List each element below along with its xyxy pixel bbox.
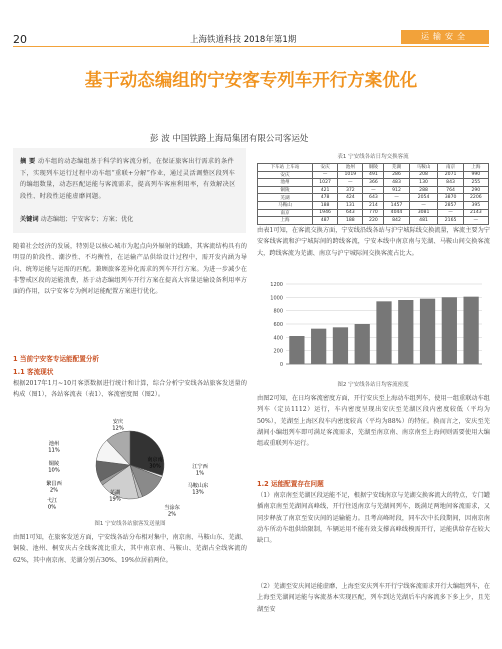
table-cell: 255	[463, 179, 488, 187]
pie-label: 安庆	[112, 419, 124, 425]
table-cell: —	[363, 186, 384, 194]
article-title: 基于动态编组的宁安客专列车开行方案优化	[84, 71, 418, 91]
table-cell: 220	[363, 217, 384, 225]
table-cell: —	[384, 194, 409, 202]
section-heading-1: 1 当前宁安客专运能配置分析	[13, 355, 100, 363]
pie-label: 铜陵	[48, 461, 60, 467]
table-cell: 843	[438, 179, 463, 187]
table-cell: —	[312, 171, 337, 179]
pie-label: 19%	[109, 496, 121, 503]
table-cell: 4044	[384, 209, 409, 217]
y-tick-label: 1000	[270, 295, 283, 302]
table-cell: 188	[338, 217, 363, 225]
table-cell: 2165	[438, 217, 463, 225]
table-cell: 395	[463, 201, 488, 209]
table-cell: 366	[363, 179, 384, 187]
abstract-text: 动车组的动态编组基于科学的客流分析，在保证旅客出行需求的条件下，实现列车运行过程中动车组“重联+分解”作业，通过灵活调整区段列车的编组数量，动态匹配运能与客流需求，提高列车客座利用率，有效解决区段性、时段性运能虚靡问题。	[20, 158, 236, 201]
table-row	[258, 201, 489, 209]
table-cell: 马鞍山	[409, 164, 438, 172]
table-cell: 2857	[438, 201, 463, 209]
table-row	[258, 171, 489, 179]
figure2-caption: 图2 宁安线各站日均客流密度	[337, 382, 409, 388]
keywords-text: 动态编组；宁安客专；方案；优化	[40, 216, 134, 223]
table-cell: 下车站 上车站	[258, 164, 313, 172]
page-number: 20	[13, 33, 27, 46]
keywords-label: 关键词	[20, 216, 39, 223]
table-cell: 424	[338, 194, 363, 202]
pie-label: 繁昌西	[46, 481, 62, 487]
table-cell: 安庆	[312, 164, 337, 172]
table-cell: —	[338, 179, 363, 187]
table-cell: 770	[363, 209, 384, 217]
pie-label: 10%	[48, 467, 60, 474]
table-cell: 安庆	[258, 171, 313, 179]
abstract	[20, 156, 240, 203]
table-cell: 990	[463, 171, 488, 179]
table-cell: 491	[363, 171, 384, 179]
paragraph-4: 由图2可知，在日均客流密度方面，开行安庆至上海动车组列车，使用一组重联动车组列车（定员1112）运行，车内密度呈现出安庆至芜湖区段内密度较低（平均为50%），芜湖至上海区段车内密度较高（平均为88%）的特征。换而言之，安庆至芜湖间小编组列车即可满足客流需求，芜湖至南京南、南京南至上海间则需要使用大编组或重联列车运行。	[257, 395, 490, 448]
table-cell: 764	[438, 186, 463, 194]
table1-caption: 表1 宁安线各站日均交换客流	[337, 154, 409, 160]
bar	[333, 327, 348, 364]
table-cell: 3870	[438, 194, 463, 202]
paragraph-6: （2）芜湖至安庆间运能虚靡，上海至安庆列车开行宁线客流需求开行大编组列车，在上海至芜湖间运能与客流基本实现匹配，列车到达芜湖后车内客流多下多上少，且芜湖至安	[257, 583, 490, 613]
table-cell: 1019	[338, 171, 363, 179]
table-cell: 2143	[463, 209, 488, 217]
pie-label: 2%	[167, 511, 177, 518]
pie-label: 11%	[48, 447, 60, 454]
table-cell: 421	[312, 186, 337, 194]
table-cell: 3081	[409, 209, 438, 217]
table-cell: 290	[463, 186, 488, 194]
journal-name: 上海铁道科技 2018年第1期	[190, 35, 297, 45]
header-rule	[13, 46, 489, 47]
table-cell: 130	[409, 179, 438, 187]
table-row	[258, 209, 489, 217]
table-cell: 南京	[258, 209, 313, 217]
pie-label: 30%	[149, 463, 161, 470]
paragraph-5: （1）南京南至芜湖区段运能不足，根据宁安线南京与芜湖交换客流大的特点，专门罐插南京南至芜湖间高峰线，开行往返南京与芜湖间列车，既满足两地间客流需求，又同步释放了南京至安庆间的运输能力。且考高峰时段，同车次中长段期间，因南京南动车所动车组供给限制，车辆运用不能有效支撑高峰线模需开行，运能供给存在较大缺口。	[257, 492, 490, 545]
table-cell: 286	[384, 171, 409, 179]
pie-label: 13%	[192, 489, 204, 496]
table-cell: 372	[338, 186, 363, 194]
table-row	[258, 186, 489, 194]
section-heading-1-1: 1.1 客流现状	[13, 368, 54, 376]
table-cell: 2071	[438, 171, 463, 179]
table-cell: 1946	[312, 209, 337, 217]
table-cell: 上海	[258, 217, 313, 225]
column-badge: 运输安全	[401, 30, 489, 44]
pie-label: 12%	[112, 425, 124, 432]
pie-label: 马鞍山东	[187, 483, 209, 489]
table-cell: 南京	[438, 164, 463, 172]
bar	[420, 299, 435, 364]
table-cell: 芜湖	[258, 194, 313, 202]
y-tick-label: 1200	[270, 282, 283, 288]
table-cell: 478	[312, 194, 337, 202]
table-header-row	[258, 164, 489, 172]
table-cell: —	[463, 217, 488, 225]
table-cell: 马鞍山	[258, 201, 313, 209]
table1	[257, 163, 489, 225]
keywords	[20, 214, 240, 223]
table-row	[258, 179, 489, 187]
paragraph-2: 由图1可知，在旅客发送方面，宁安线各站分布相对集中，南京南、马鞍山东、芜湖、铜陵、池州、桐安庆占全线客流比重大，其中南京南、马鞍山、芜湖占全线客流的62%，其中南京南、芜湖分别占30%、19%位居前两位。	[13, 534, 247, 564]
section-heading-1-2: 1.2 运能配置存在问题	[257, 480, 324, 488]
figure1-pie-chart	[30, 409, 230, 519]
table-cell: 288	[409, 186, 438, 194]
y-tick-label: 800	[273, 308, 283, 315]
abstract-label: 摘 要	[20, 158, 36, 165]
table-cell: 铜陵	[363, 164, 384, 172]
paragraph-1: 根据2017年1月~10月客票数据进行统计和计算，综合分析宁安线各站旅客发送量的构成（图1），各站客流表（表1）、客流密度图（图2）。	[13, 380, 247, 399]
bar	[311, 329, 326, 364]
bar	[355, 324, 370, 364]
table-cell: 1457	[384, 201, 409, 209]
y-tick-label: 0	[279, 362, 283, 368]
pie-label: 0%	[47, 504, 57, 511]
table-cell: 1027	[312, 179, 337, 187]
table-cell: 487	[312, 217, 337, 225]
table-cell: —	[409, 201, 438, 209]
table-cell: 131	[338, 201, 363, 209]
table-cell: 池州	[258, 179, 313, 187]
table-cell: 208	[409, 171, 438, 179]
table-cell: 2054	[409, 194, 438, 202]
pie-label: 南京南	[147, 457, 163, 463]
table-cell: 214	[363, 201, 384, 209]
pie-label: 1%	[195, 470, 205, 477]
table-cell: 铜陵	[258, 186, 313, 194]
paragraph-3: 由表1可知，在客流交换方面，宁安线沿线各站与沪宁城际线交换流量，客流主要为宁安客线客流和沪宁城际间的跨线客流，宁安本线中南京南与芜湖、马鞍山间交换客流大，跨线客流为芜湖、南京与沪宁城际间交换客流占比大。	[257, 227, 490, 257]
table-row	[258, 217, 489, 225]
pie-label: 池州	[48, 441, 60, 447]
table-cell: 池州	[338, 164, 363, 172]
intro-paragraph: 随着社会经济的发展，特别是以核心城市为起点向外辐射的线路，其客流结构具有的明显的阶段性、潮汐性、不均衡性，在运输产品供给设计过程中，需开发内涵为导向、统筹运能与运需的匹配。兼顾旅客差异化需求的列车开行方案。为进一步减少在非警戒区段的运能浪费，基于动态编组列车开行方案在提高大容量运输设备利用率方面的作用，以宁安客专为例对运能配置方案进行优化。	[13, 243, 247, 296]
y-tick-label: 600	[273, 322, 283, 328]
figure2-bar-chart	[258, 276, 490, 374]
table-cell: 上海	[463, 164, 488, 172]
table-cell: 912	[384, 186, 409, 194]
table-cell: 643	[363, 194, 384, 202]
bar	[463, 297, 478, 364]
table-cell: 643	[338, 209, 363, 217]
pie-label: 芜湖	[109, 490, 121, 496]
table-cell: 842	[384, 217, 409, 225]
pie-label: 弋江	[46, 498, 58, 504]
bar	[376, 301, 391, 364]
table-row	[258, 194, 489, 202]
table-cell: 芜湖	[384, 164, 409, 172]
table-cell: 188	[312, 201, 337, 209]
pie-label: 江宁西	[192, 464, 208, 470]
y-tick-label: 400	[273, 335, 283, 342]
bar	[289, 336, 304, 364]
pie-label: 2%	[49, 487, 59, 494]
pie-label: 当涂东	[164, 505, 180, 511]
author-line: 彭 波 中国铁路上海局集团有限公司客运处	[150, 134, 309, 144]
y-tick-label: 200	[273, 348, 283, 355]
figure1-caption: 图1 宁安线各站旅客发送量图	[94, 521, 166, 527]
table-cell: 481	[409, 217, 438, 225]
bar	[442, 297, 457, 364]
table-cell: 483	[384, 179, 409, 187]
bar	[398, 300, 413, 364]
table-cell: —	[438, 209, 463, 217]
table-cell: 2206	[463, 194, 488, 202]
